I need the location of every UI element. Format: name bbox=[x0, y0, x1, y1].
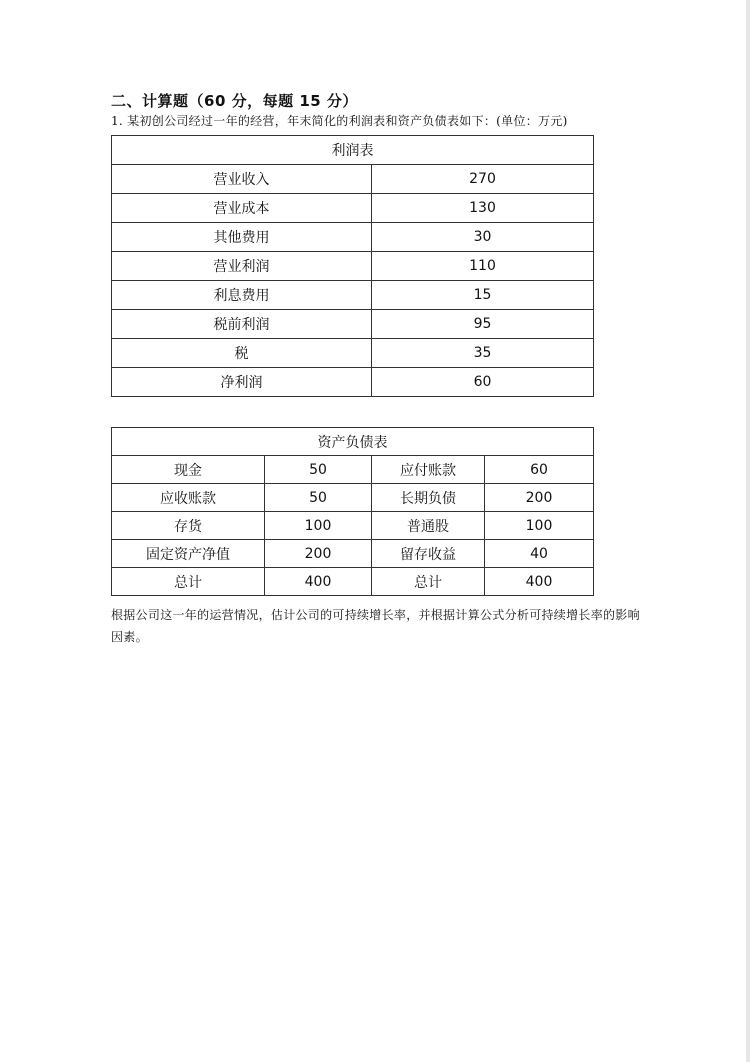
table-row bbox=[112, 252, 594, 281]
liability-value: 40 bbox=[485, 540, 594, 568]
liability-value: 60 bbox=[485, 456, 594, 484]
row-value: 15 bbox=[372, 281, 594, 310]
table-row bbox=[112, 310, 594, 339]
section-heading: 二、计算题（60 分，每题 15 分） bbox=[111, 92, 358, 110]
liability-label: 普通股 bbox=[372, 512, 485, 540]
row-value: 270 bbox=[372, 165, 594, 194]
liability-value: 100 bbox=[485, 512, 594, 540]
table-title: 资产负债表 bbox=[112, 428, 594, 456]
row-value: 35 bbox=[372, 339, 594, 368]
row-value: 110 bbox=[372, 252, 594, 281]
row-label: 税前利润 bbox=[112, 310, 372, 339]
table-row bbox=[112, 368, 594, 397]
asset-label: 应收账款 bbox=[112, 484, 265, 512]
row-label: 净利润 bbox=[112, 368, 372, 397]
table-row bbox=[112, 568, 594, 596]
balance-sheet-table bbox=[111, 427, 594, 596]
question-text: 1. 某初创公司经过一年的经营，年末简化的利润表和资产负债表如下：(单位：万元) bbox=[111, 114, 568, 128]
table-row bbox=[112, 281, 594, 310]
asset-value: 50 bbox=[265, 484, 372, 512]
table-row bbox=[112, 165, 594, 194]
liability-value: 400 bbox=[485, 568, 594, 596]
asset-value: 400 bbox=[265, 568, 372, 596]
table-row bbox=[112, 456, 594, 484]
row-label: 营业收入 bbox=[112, 165, 372, 194]
asset-value: 100 bbox=[265, 512, 372, 540]
row-label: 税 bbox=[112, 339, 372, 368]
table-row bbox=[112, 339, 594, 368]
asset-value: 50 bbox=[265, 456, 372, 484]
table-title: 利润表 bbox=[112, 136, 594, 165]
table-title-row bbox=[112, 428, 594, 456]
income-statement-table bbox=[111, 135, 594, 397]
row-label: 营业利润 bbox=[112, 252, 372, 281]
table-row bbox=[112, 540, 594, 568]
asset-label: 固定资产净值 bbox=[112, 540, 265, 568]
row-label: 营业成本 bbox=[112, 194, 372, 223]
liability-label: 长期负债 bbox=[372, 484, 485, 512]
liability-label: 总计 bbox=[372, 568, 485, 596]
table-row bbox=[112, 194, 594, 223]
asset-value: 200 bbox=[265, 540, 372, 568]
asset-label: 总计 bbox=[112, 568, 265, 596]
asset-label: 存货 bbox=[112, 512, 265, 540]
table-row bbox=[112, 223, 594, 252]
row-value: 60 bbox=[372, 368, 594, 397]
row-value: 130 bbox=[372, 194, 594, 223]
question-prompt: 根据公司这一年的运营情况，估计公司的可持续增长率，并根据计算公式分析可持续增长率的影响因素。 bbox=[111, 608, 640, 644]
page-edge bbox=[746, 0, 750, 1062]
asset-label: 现金 bbox=[112, 456, 265, 484]
table-row bbox=[112, 512, 594, 540]
liability-label: 留存收益 bbox=[372, 540, 485, 568]
row-value: 30 bbox=[372, 223, 594, 252]
table-title-row bbox=[112, 136, 594, 165]
row-value: 95 bbox=[372, 310, 594, 339]
row-label: 其他费用 bbox=[112, 223, 372, 252]
table-row bbox=[112, 484, 594, 512]
liability-label: 应付账款 bbox=[372, 456, 485, 484]
row-label: 利息费用 bbox=[112, 281, 372, 310]
liability-value: 200 bbox=[485, 484, 594, 512]
